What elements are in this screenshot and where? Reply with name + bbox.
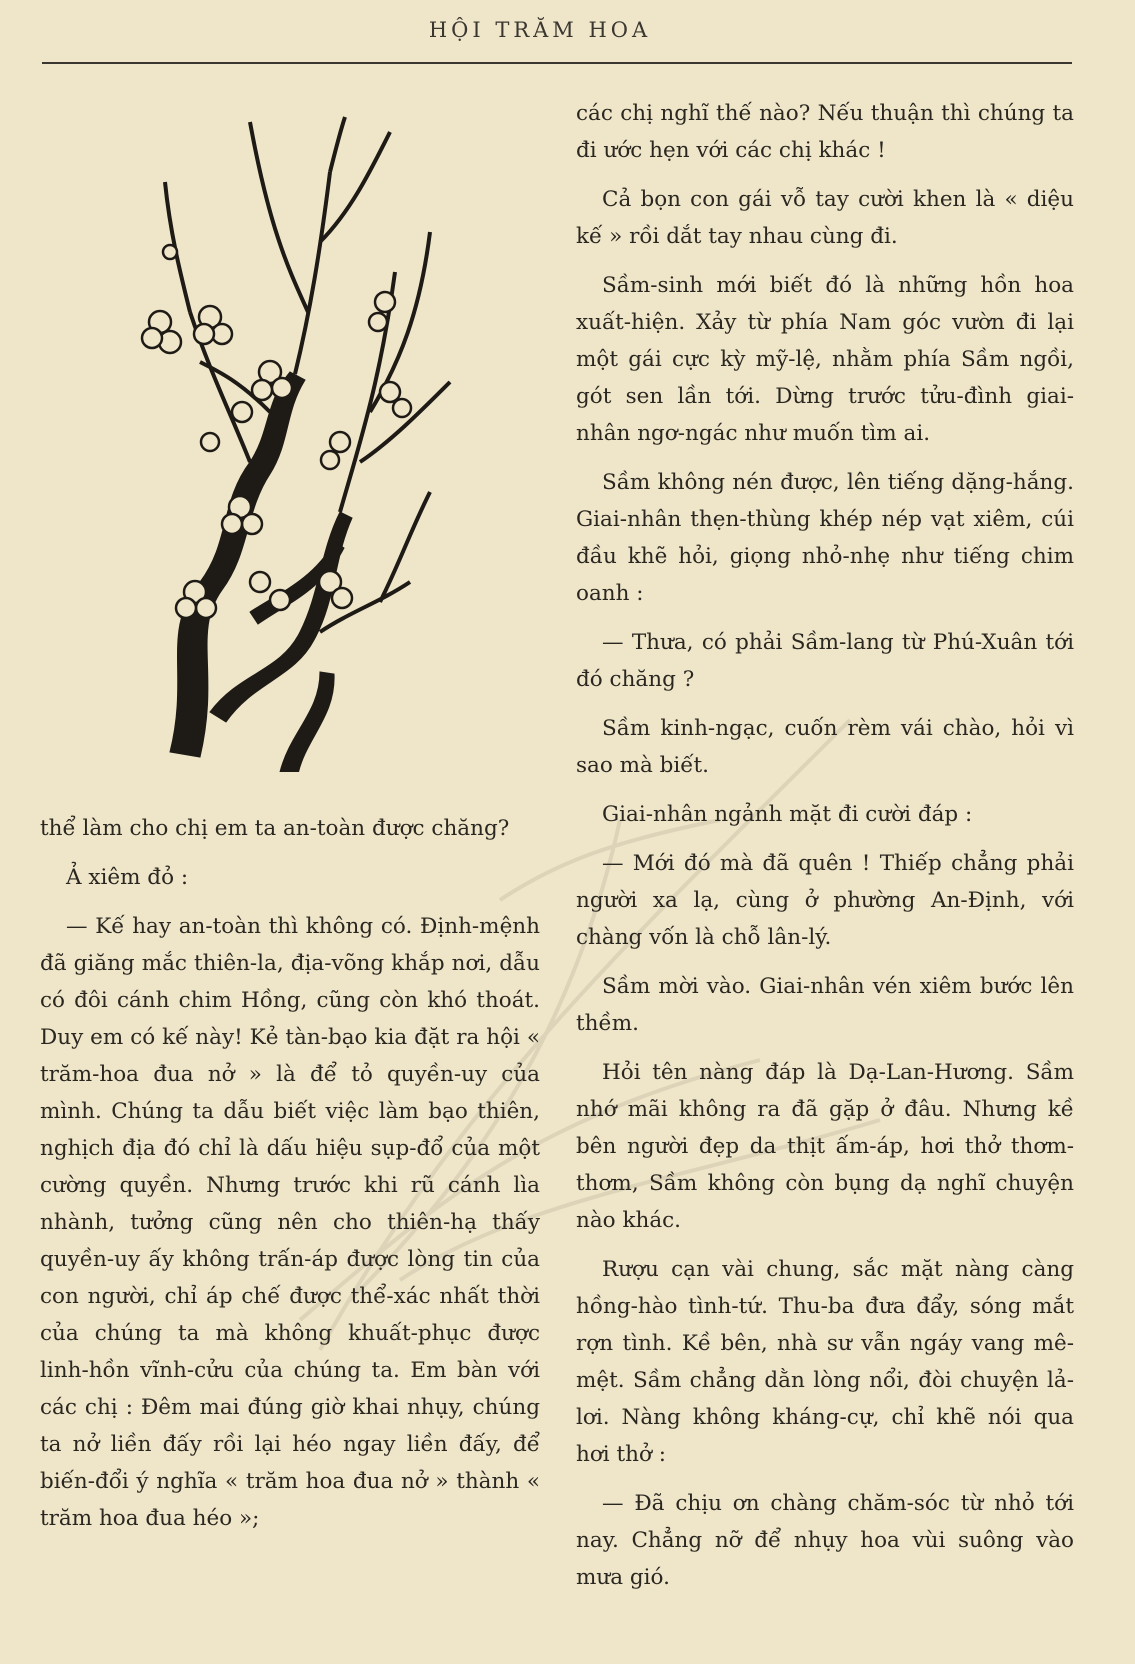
paragraph: Rượu cạn vài chung, sắc mặt nàng càng hồng-hào tình-tứ. Thu-ba đưa đẩy, sóng mắt rợn tình. Kề bên, nhà sư vẫn ngáy vang mê-mệt. Sầm chẳng dằn lòng nổi, đòi chuyện lả-lơi. Nàng không kháng-cự, chỉ khẽ nói qua hơi thở : — [576, 1257, 1074, 1467]
paragraph: Sầm-sinh mới biết đó là những hồn hoa xuất-hiện. Xảy từ phía Nam góc vườn đi lại một gái cực kỳ mỹ-lệ, nhằm phía Sầm ngồi, gót sen lần tới. Dừng trước tửu-đình giai-nhân ngơ-ngác như muốn tìm ai. — [576, 273, 1074, 446]
paragraph: các chị nghĩ thế nào? Nếu thuận thì chúng ta đi ước hẹn với các chị khác ! — [576, 101, 1074, 163]
paragraph: Ả xiêm đỏ : — [66, 865, 189, 890]
paragraph: — Đã chịu ơn chàng chăm-sóc từ nhỏ tới nay. Chẳng nỡ để nhụy hoa vùi suông vào mưa gió. — [576, 1491, 1074, 1590]
header-rule — [42, 62, 1072, 64]
paragraph: Sầm không nén được, lên tiếng dặng-hắng. Giai-nhân thẹn-thùng khép nép vạt xiêm, cúi đầu khẽ hỏi, giọng nhỏ-nhẹ như tiếng chim oanh : — [576, 470, 1074, 606]
paragraph: — Kế hay an-toàn thì không có. Định-mệnh đã giăng mắc thiên-la, địa-võng khắp nơi, dẫu có đôi cánh chim Hồng, cũng còn khó thoát. Duy em có kế này! Kẻ tàn-bạo kia đặt ra hội « trăm-hoa đua nở » là để tỏ quyền-uy của mình. Chúng ta dẫu biết việc làm bạo thiên, nghịch địa đó chỉ là dấu hiệu sụp-đổ của một cường quyền. Nhưng trước khi rũ cánh lìa nhành, tưởng cũng nên cho thiên-hạ thấy quyền-uy ấy không trấn-áp được lòng tin của con người, chỉ áp chế được thể-xác nhất thời của chúng ta mà không khuất-phục được linh-hồn vĩnh-cửu của chúng ta. Em bàn với các chị : Đêm mai đúng giờ khai nhụy, chúng ta nở liền đấy rồi lại héo ngay liền đấy, để biến-đổi ý nghĩa « trăm hoa đua nở » thành « trăm hoa đua héo »; — [40, 914, 540, 1531]
left-text-column — [40, 810, 540, 1549]
paragraph: Hỏi tên nàng đáp là Dạ-Lan-Hương. Sầm nhớ mãi không ra đã gặp ở đâu. Nhưng kề bên người đẹp da thịt ấm-áp, hơi thở thơm-thơm, Sầm không còn bụng dạ nghĩ chuyện nào khác. — [576, 1060, 1074, 1233]
paragraph: Sầm kinh-ngạc, cuốn rèm vái chào, hỏi vì sao mà biết. — [576, 716, 1074, 778]
plum-blossom-branch-icon — [130, 112, 460, 772]
paragraph: Giai-nhân ngảnh mặt đi cười đáp : — [602, 802, 973, 827]
paragraph: Cả bọn con gái vỗ tay cười khen là « diệu kế » rồi dắt tay nhau cùng đi. — [576, 187, 1074, 249]
running-header: HỘI TRĂM HOA — [428, 18, 652, 42]
right-text-column — [576, 95, 1074, 1608]
paragraph: thể làm cho chị em ta an-toàn được chăng? — [40, 816, 510, 841]
paragraph: — Thưa, có phải Sầm-lang từ Phú-Xuân tới đó chăng ? — [576, 630, 1074, 692]
paragraph: Sầm mời vào. Giai-nhân vén xiêm bước lên thềm. — [576, 974, 1074, 1036]
paragraph: — Mới đó mà đã quên ! Thiếp chẳng phải người xa lạ, cùng ở phường An-Định, với chàng vốn là chỗ lân-lý. — [576, 851, 1074, 950]
